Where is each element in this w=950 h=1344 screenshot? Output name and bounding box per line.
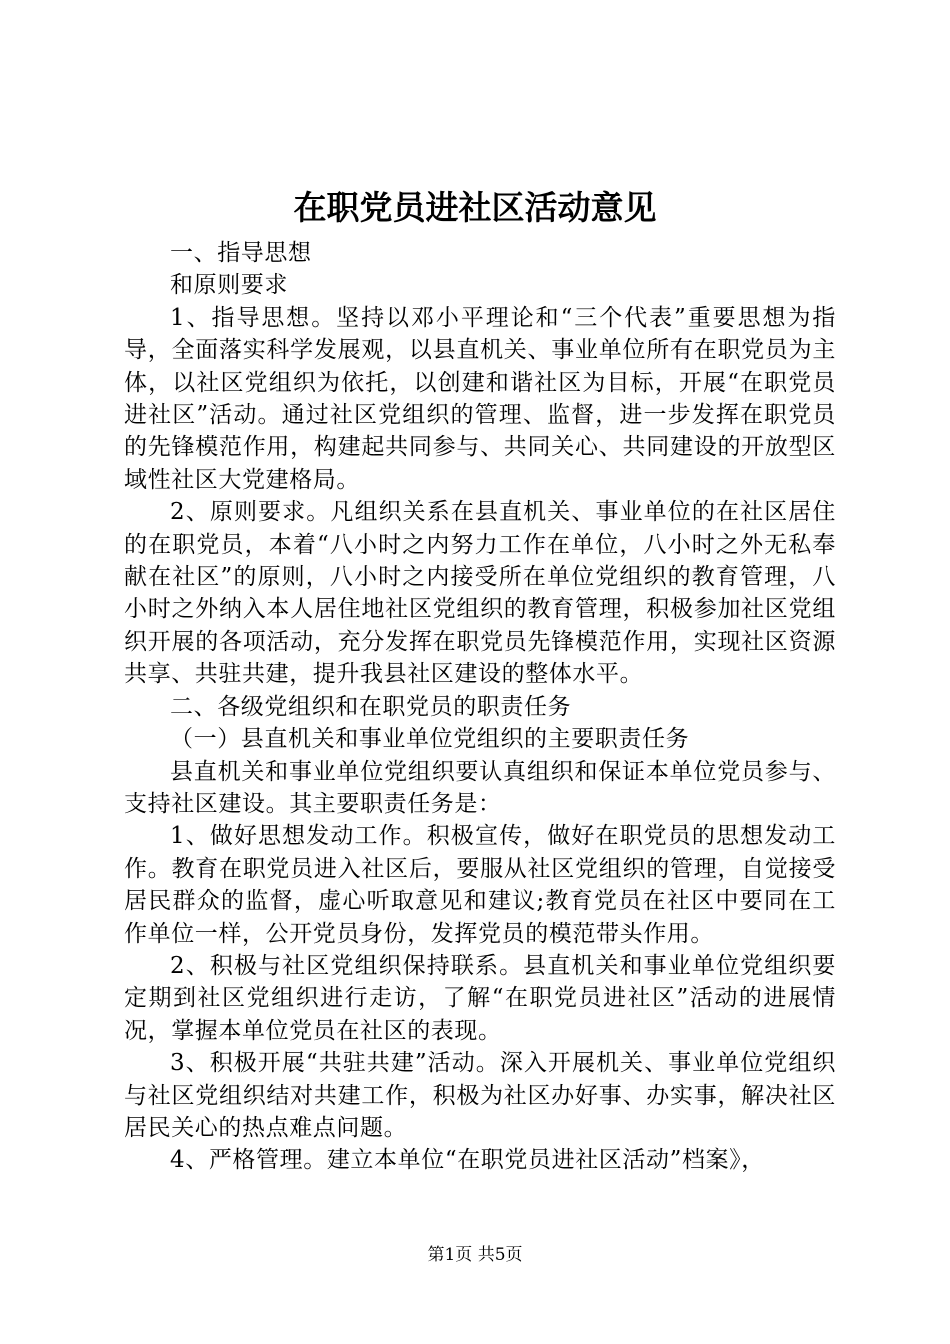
paragraph-duty-2: 2、积极与社区党组织保持联系。县直机关和事业单位党组织要定期到社区党组织进行走访，了解“在职党员进社区”活动的进展情况，掌握本单位党员在社区的表现。	[124, 952, 836, 1044]
document-body	[124, 237, 836, 1177]
paragraph-duty-4: 4、严格管理。建立本单位“在职党员进社区活动”档案》，	[170, 1147, 765, 1174]
paragraph-duty-1: 1、做好思想发动工作。积极宣传，做好在职党员的思想发动工作。教育在职党员进入社区后，要服从社区党组织的管理，自觉接受居民群众的监督，虚心听取意见和建议;教育党员在社区中要同在工作单位一样，公开党员身份，发挥党员的模范带头作用。	[124, 823, 836, 947]
section-heading-2: 二、各级党组织和在职党员的职责任务	[170, 693, 572, 720]
section-heading-1: 一、指导思想	[170, 240, 312, 266]
document-title: 在职党员进社区活动意见	[293, 188, 657, 227]
paragraph-intro-duties: 县直机关和事业单位党组织要认真组织和保证本单位党员参与、支持社区建设。其主要职责任务是：	[124, 758, 836, 817]
paragraph-guiding-thought: 1、指导思想。坚持以邓小平理论和“三个代表”重要思想为指导，全面落实科学发展观，以县直机关、事业单位所有在职党员为主体，以社区党组织为依托，以创建和谐社区为目标，开展“在职党员进社区”活动。通过社区党组织的管理、监督，进一步发挥在职党员的先锋模范作用，构建起共同参与、共同关心、共同建设的开放型区域性社区大党建格局。	[124, 304, 836, 493]
subsection-heading-1: （一）县直机关和事业单位党组织的主要职责任务	[170, 726, 690, 753]
paragraph-principle-requirements: 2、原则要求。凡组织关系在县直机关、事业单位的在社区居住的在职党员，本着“八小时之内努力工作在单位，八小时之外无私奉献在社区”的原则，八小时之内接受所在单位党组织的教育管理，八小时之外纳入本人居住地社区党组织的教育管理，积极参加社区党组织开展的各项活动，充分发挥在职党员先锋模范作用，实现社区资源共享、共驻共建，提升我县社区建设的整体水平。	[124, 499, 836, 688]
section-heading-1-continued: 和原则要求	[170, 272, 288, 299]
paragraph-duty-3: 3、积极开展“共驻共建”活动。深入开展机关、事业单位党组织与社区党组织结对共建工作，积极为社区办好事、办实事，解决社区居民关心的热点难点问题。	[124, 1050, 836, 1141]
page-number: 第1页 共5页	[427, 1245, 523, 1265]
